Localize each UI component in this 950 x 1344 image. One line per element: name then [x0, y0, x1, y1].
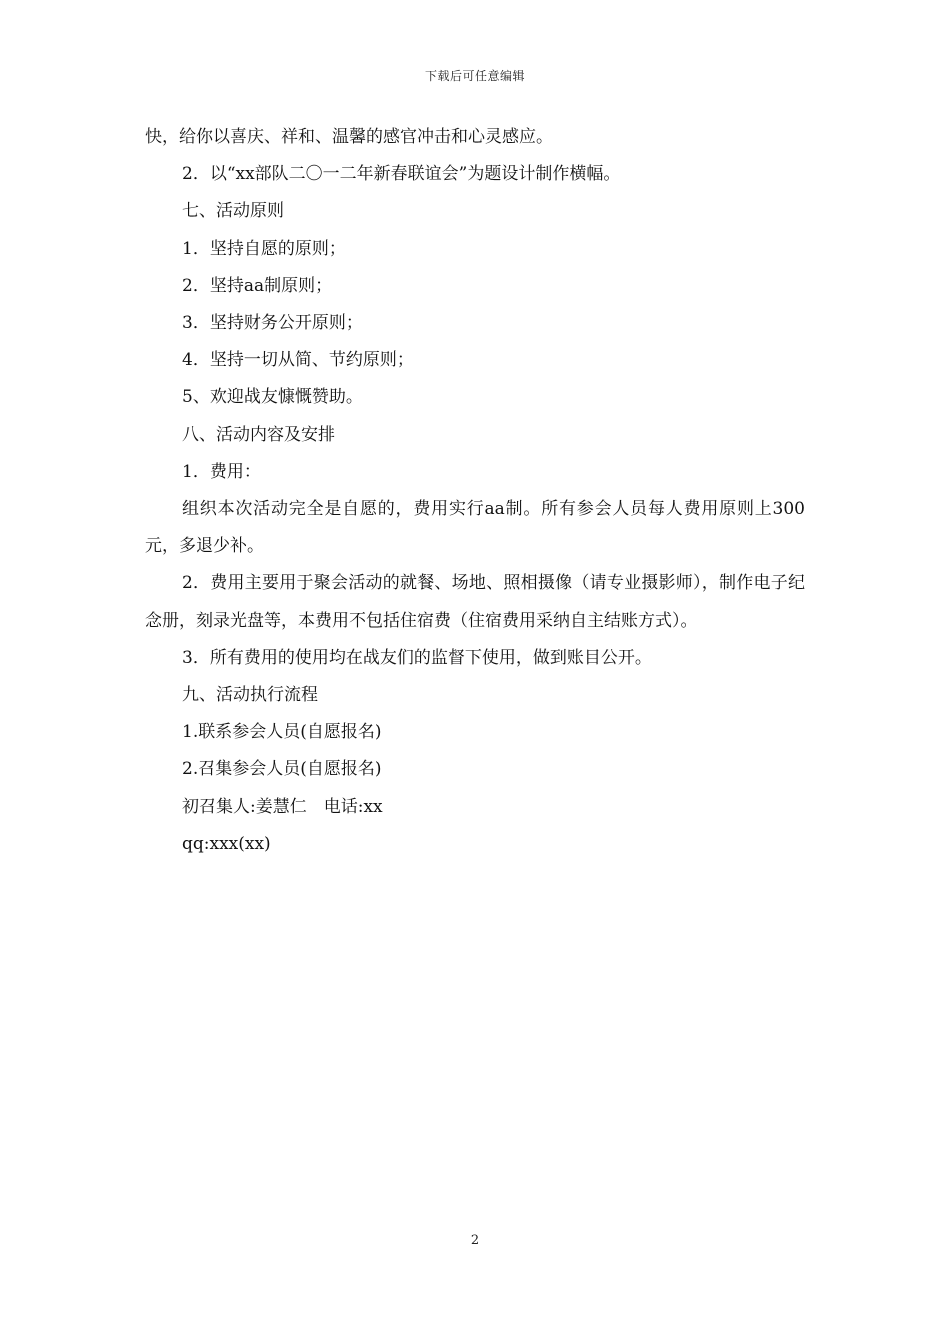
paragraph: 2．费用主要用于聚会活动的就餐、场地、照相摄像（请专业摄影师），制作电子纪念册，刻录光盘等，本费用不包括住宿费（住宿费用采纳自主结账方式）。 [145, 573, 805, 631]
contact-line: qq:xxx(xx) [182, 833, 271, 854]
list-item: 3．坚持财务公开原则； [182, 313, 363, 334]
paragraph: 3．所有费用的使用均在战友们的监督下使用，做到账目公开。 [182, 647, 652, 668]
list-item: 2.召集参会人员(自愿报名) [182, 759, 382, 780]
list-item: 2．坚持aa制原则； [182, 275, 333, 296]
section-heading: 九、活动执行流程 [182, 685, 318, 706]
section-heading: 八、活动内容及安排 [182, 424, 335, 445]
document-body [145, 119, 805, 863]
list-item: 1．坚持自愿的原则； [182, 238, 346, 259]
section-heading: 七、活动原则 [182, 201, 284, 222]
page-header: 下载后可任意编辑 [424, 69, 525, 83]
list-item: 1．费用： [182, 461, 261, 482]
paragraph: 组织本次活动完全是自愿的，费用实行aa制。所有参会人员每人费用原则上300元，多退少补。 [145, 499, 805, 557]
paragraph: 2．以“xx部队二〇一二年新春联谊会”为题设计制作横幅。 [182, 164, 621, 185]
page-number: 2 [470, 1233, 480, 1248]
list-item: 5、欢迎战友慷慨赞助。 [182, 387, 363, 408]
list-item: 4．坚持一切从简、节约原则； [182, 350, 414, 371]
paragraph: 快，给你以喜庆、祥和、温馨的感官冲击和心灵感应。 [145, 127, 553, 147]
list-item: 1.联系参会人员(自愿报名) [182, 722, 382, 743]
contact-line: 初召集人:姜慧仁 电话:xx [182, 796, 383, 817]
